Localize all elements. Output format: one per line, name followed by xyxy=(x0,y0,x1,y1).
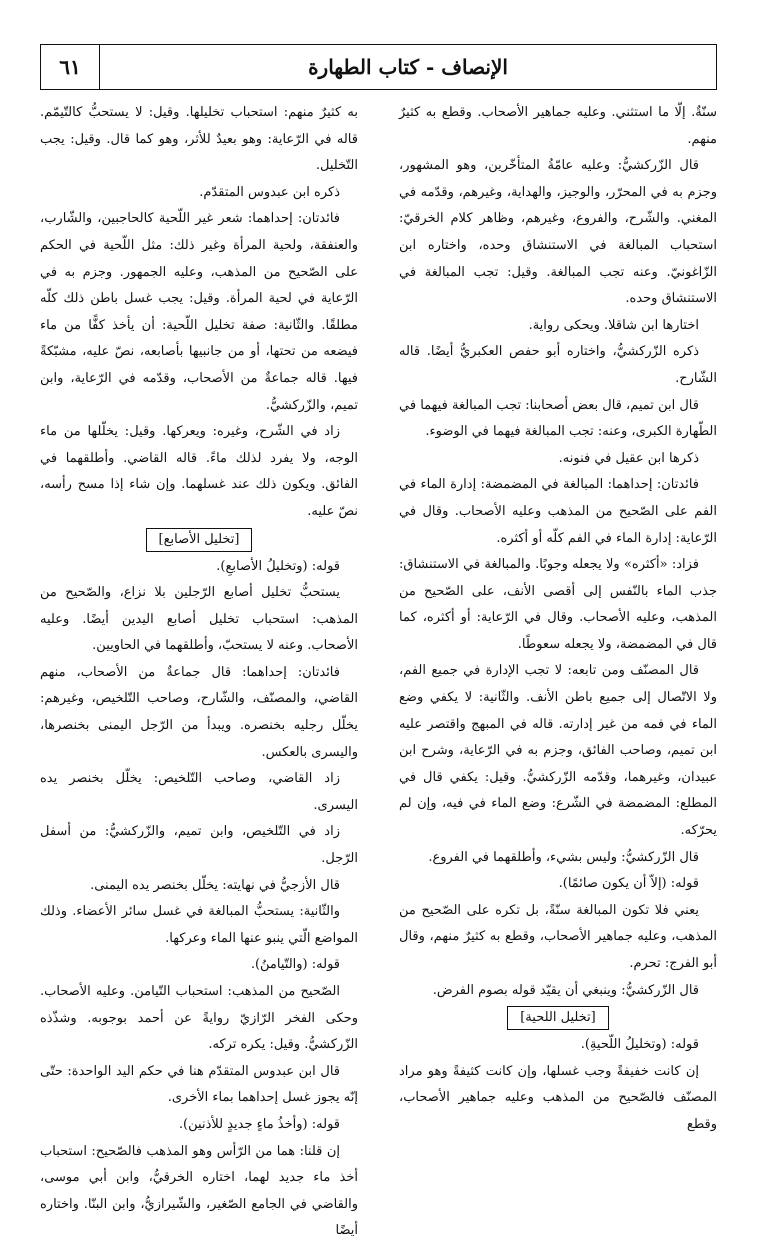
paragraph: قال الأزجيُّ في نهايته: يخلّل بخنصر يده اليمنى. xyxy=(90,877,340,893)
paragraph: إن قلنا: هما من الرّأس وهو المذهب فالصّحيح: استحباب أخذ ماء جديد لهما، اختاره الخرقيُّ، وابن أبي موسى، والقاضي في الجامع الصّغير، والشّيرازيُّ، وابن البنّا. واختاره أيضًا xyxy=(40,1143,358,1239)
paragraph xyxy=(40,526,358,554)
paragraph: به كثيرٌ منهم: استحباب تخليلها. وقيل: لا يستحبُّ كالتّيمّم. قاله في الرّعاية: وهو بعيدٌ للأثر، وهو كما قال. وقيل: يجب التّخليل. xyxy=(40,105,358,174)
page-number: ٦١ xyxy=(41,45,100,89)
paragraph: ذكرها ابن عقيل في فنونه. xyxy=(558,450,699,466)
section-heading: [تخليل اللحية] xyxy=(507,1006,609,1030)
paragraph: اختارها ابن شاقلا. ويحكى رواية. xyxy=(528,317,699,333)
right-column xyxy=(399,100,717,1132)
paragraph: ذكره الزّركشيُّ، واختاره أبو حفص العكبريُّ أيضًا. قاله الشّارح. xyxy=(399,344,717,386)
paragraph: زاد القاضي، وصاحب التّلخيص: يخلّل بخنصر يده اليسرى. xyxy=(40,771,358,813)
paragraph: يستحبُّ تخليل أصابع الرّجلين بلا نزاع، والصّحيح من المذهب: استحباب تخليل أصابع اليدين أيضًا. وعليه الأصحاب. وعنه لا يستحبّ، وأطلقهما في الحاويين. xyxy=(40,585,358,654)
paragraph xyxy=(399,1004,717,1032)
paragraph: فائدتان: إحداهما: قال جماعةٌ من الأصحاب، منهم القاضي، والمصنّف، والشّارح، وصاحب التّلخيص، وغيرهم: يخلّل رجليه بخنصره. ويبدأ من الرّجل اليمنى بخنصرها، واليسرى بالعكس. xyxy=(40,664,358,760)
paragraph: قال ابن تميم، قال بعض أصحابنا: تجب المبالغة فيهما في الطّهارة الكبرى، وعنه: تجب المبالغة فيهما في الوضوء. xyxy=(399,397,717,440)
paragraph: فائدتان: إحداهما: شعر غير اللّحية كالحاجبين، والشّارب، والعنفقة، ولحية المرأة وغير ذلك: مثل اللّحية في الحكم على الصّحيح من المذهب، وعليه الجمهور. وجزم به في الرّعاية في لحية المرأة. وقيل: يجب غسل باطن ذلك كلّه مطلقًا. والثّانية: صفة تخليل اللّحية: أن يأخذ كفًّا من ماء فيضعه من تحتها، أو من جانبيها بأصابعه، نصّ عليه، مشبّكةً فيها. قاله جماعةٌ من الأصحاب، وقدّمه في الرّعاية، وابن تميم، والزّركشيُّ. xyxy=(40,211,358,413)
paragraph: قال ابن عبدوس المتقدّم هنا في حكم اليد الواحدة: حتّى إنّه يجوز غسل إحداهما بماء الأخرى. xyxy=(40,1063,358,1106)
paragraph: قال الزّركشيُّ: وليس بشيء، وأطلقهما في الفروع. xyxy=(428,849,699,865)
paragraph: قوله: (وتخليلُ اللّحيةِ). xyxy=(580,1037,699,1053)
paragraph: قوله: (والتّيامنُ). xyxy=(250,957,340,973)
paragraph: زاد في التّلخيص، وابن تميم، والزّركشيُّ: من أسفل الرّجل. xyxy=(40,824,358,867)
paragraph: والثّانية: يستحبُّ المبالغة في غسل سائر الأعضاء. وذلك المواضع الّتي ينبو عنها الماء وعركها. xyxy=(40,904,358,946)
paragraph: قوله: (إلاّ أن يكون صائمًا). xyxy=(558,876,699,892)
paragraph: سنّةٌ. إلّا ما استثني. وعليه جماهير الأصحاب. وقطع به كثيرٌ منهم. xyxy=(399,105,717,147)
page-header xyxy=(40,44,717,90)
left-column xyxy=(40,100,358,1239)
paragraph: فزاد: «أكثره» ولا يجعله وجوبًا. والمبالغة في الاستنشاق: جذب الماء بالنّفس إلى أقصى الأنف، على الصّحيح من المذهب، وعليه الأصحاب. وقال في الرّعاية: أو أكثره، كما قال في المضمضة، ولا يجعله سعوطًا. xyxy=(399,557,717,652)
paragraph: قوله: (وأخذُ ماءٍ جديدٍ للأذنين). xyxy=(178,1116,340,1132)
paragraph: زاد في الشّرح، وغيره: ويعركها. وقيل: يخلّلها من ماء الوجه، ولا يفرد لذلك ماءً. قاله القاضي. وأطلقهما في الفائق. ويكون ذلك عند غسلهما. وإن شاء إذا مسح رأسه، نصّ عليه. xyxy=(40,424,358,519)
paragraph: قال الزّركشيُّ: وعليه عامّةُ المتأخّرين، وهو المشهور، وجزم به في المحرّر، والوجيز، والهداية، وغيرهم، وقدّمه في المغني. والشّرح، والفروع، وغيرهم، وظاهر كلام الخرقيّ: استحباب المبالغة في الاستنشاق وحده، واختاره ابن الزّاغونيّ. وعنه تجب المبالغة. وقيل: تجب المبالغة في الاستنشاق وحده. xyxy=(399,158,717,307)
paragraph: قوله: (وتخليلُ الأصابعِ). xyxy=(216,558,340,574)
book-title: الإنصاف - كتاب الطهارة xyxy=(308,55,508,79)
section-heading: [تخليل الأصابع] xyxy=(146,528,253,552)
paragraph: إن كانت خفيفةً وجب غسلها، وإن كانت كثيفةً وهو مراد المصنّف فالصّحيح من المذهب وعليه جماهير الأصحاب، وقطع xyxy=(399,1063,717,1132)
paragraph: قال المصنّف ومن تابعه: لا تجب الإدارة في جميع الفم، ولا الاتّصال إلى جميع باطن الأنف. والثّانية: لا يكفي وضع الماء في فمه من غير إدارته. قاله في المبهج واقتصر عليه ابن تميم، وصاحب الفائق، وجزم به في الرّعاية، وشرح ابن عبيدان، وغيرهما، وقدّمه الزّركشيُّ. وقيل: يكفي قال في المطلع: المضمضة في الشّرع: وضع الماء في فيه، وإن لم يحرّكه. xyxy=(399,663,717,839)
paragraph: الصّحيح من المذهب: استحباب التّيامن. وعليه الأصحاب. وحكى الفخر الرّازيّ روايةً عن أحمد بوجوبه. وشذّذه الزّركشيُّ. وقيل: يكره تركه. xyxy=(40,984,358,1053)
paragraph: ذكره ابن عبدوس المتقدّم. xyxy=(199,184,340,200)
paragraph: فائدتان: إحداهما: المبالغة في المضمضة: إدارة الماء في الفم على الصّحيح من المذهب وعليه الأصحاب. وقال في الرّعاية: إدارة الماء في الفم كلّه أو أكثره. xyxy=(399,477,717,546)
paragraph: قال الزّركشيُّ: وينبغي أن يقيّد قوله بصوم الفرض. xyxy=(432,982,699,998)
paragraph: يعني فلا تكون المبالغة سنّةً، بل تكره على الصّحيح من المذهب، وعليه جماهير الأصحاب، وقطع به كثيرٌ منهم، وقال أبو الفرج: تحرم. xyxy=(399,902,717,971)
